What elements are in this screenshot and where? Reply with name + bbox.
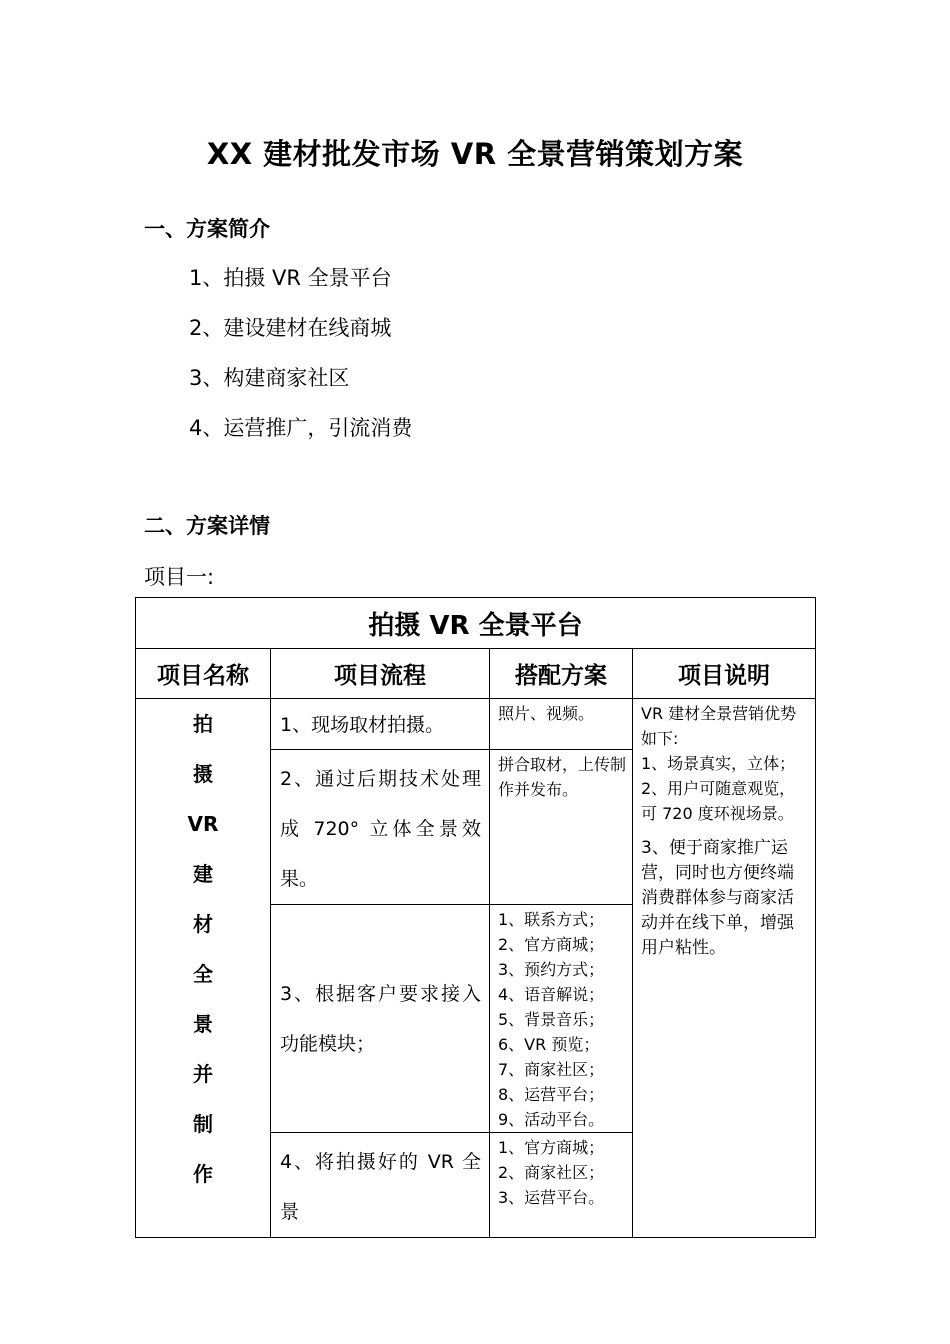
table-header: 项目名称 xyxy=(136,649,271,699)
section-heading-details: 二、方案详情 xyxy=(144,514,270,538)
plan-line: 4、语音解说； xyxy=(498,985,605,1004)
plan-line: 拼合取材，上传制作并发布。 xyxy=(498,755,627,799)
overview-item: 1、拍摄 VR 全景平台 xyxy=(189,266,392,290)
plan-line: 3、运营平台。 xyxy=(498,1188,605,1207)
plan-line: 2、商家社区； xyxy=(498,1163,605,1182)
overview-item: 2、建设建材在线商城 xyxy=(189,316,392,340)
flow-step: 3、根据客户要求接入功能模块； xyxy=(271,905,490,1133)
project-label: 项目一: xyxy=(144,565,215,589)
plan-cell xyxy=(490,1133,633,1238)
plan-line: 5、背景音乐； xyxy=(498,1010,605,1029)
overview-item: 4、运营推广，引流消费 xyxy=(189,416,413,440)
flow-step: 2、通过后期技术处理成 720° 立体全景效果。 xyxy=(271,750,490,905)
overview-item: 3、构建商家社区 xyxy=(189,366,350,390)
plan-line: 8、运营平台； xyxy=(498,1085,605,1104)
plan-line: 照片、视频。 xyxy=(498,704,595,723)
plan-line: 3、预约方式； xyxy=(498,960,605,979)
project-name-char: 景 xyxy=(193,1012,213,1036)
project-name-cell xyxy=(136,699,271,1238)
plan-line: 2、官方商城； xyxy=(498,935,605,954)
section-heading-overview: 一、方案简介 xyxy=(144,217,270,241)
flow-step: 1、现场取材拍摄。 xyxy=(271,699,490,750)
plan-line: 1、联系方式； xyxy=(498,910,605,929)
table-header: 搭配方案 xyxy=(490,649,633,699)
project-table xyxy=(135,597,816,1238)
project-name-char: 材 xyxy=(193,912,213,936)
project-name-char: 摄 xyxy=(193,762,213,786)
description-point: 2、用户可随意观览，可 720 度环视场景。 xyxy=(641,779,796,823)
project-name-char: 建 xyxy=(193,862,213,886)
flow-step: 4、将拍摄好的 VR 全景 xyxy=(271,1133,490,1238)
table-header: 项目说明 xyxy=(633,649,816,699)
plan-cell xyxy=(490,750,633,905)
plan-cell xyxy=(490,905,633,1133)
project-name-char: VR xyxy=(187,812,219,836)
project-name-char: 制 xyxy=(193,1112,213,1136)
plan-line: 1、官方商城； xyxy=(498,1138,605,1157)
document-title: XX 建材批发市场 VR 全景营销策划方案 xyxy=(206,137,744,171)
project-name-char: 并 xyxy=(193,1062,213,1086)
description-point: 3、便于商家推广运营，同时也方便终端消费群体参与商家活动并在线下单，增强用户粘性。 xyxy=(641,838,794,958)
plan-line: 7、商家社区； xyxy=(498,1060,605,1079)
plan-line: 6、VR 预览； xyxy=(498,1035,600,1054)
description-point: 1、场景真实，立体； xyxy=(641,754,796,773)
table-header: 项目流程 xyxy=(271,649,490,699)
description-cell xyxy=(633,699,816,1238)
project-name-char: 全 xyxy=(193,962,213,986)
project-name-char: 拍 xyxy=(193,712,213,736)
description-intro: VR 建材全景营销优势如下: xyxy=(641,704,797,748)
table-caption: 拍摄 VR 全景平台 xyxy=(136,598,816,649)
plan-line: 9、活动平台。 xyxy=(498,1110,605,1129)
plan-cell xyxy=(490,699,633,750)
project-name-char: 作 xyxy=(193,1162,213,1186)
